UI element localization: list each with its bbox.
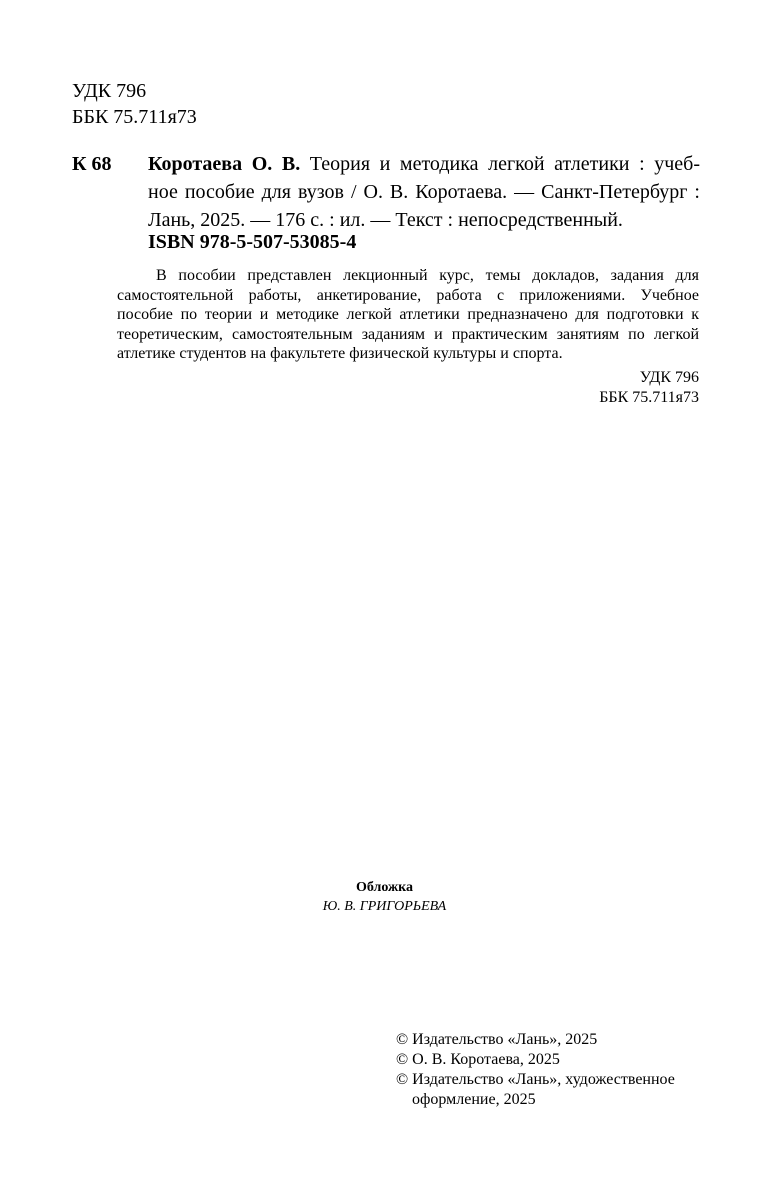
bibliographic-description bbox=[148, 150, 700, 234]
bbk-code: ББК 75.711я73 bbox=[72, 106, 197, 128]
bibliographic-record bbox=[72, 150, 700, 234]
copyright-line: © О. В. Коротаева, 2025 bbox=[396, 1051, 560, 1068]
udk-code: УДК 796 bbox=[72, 80, 147, 102]
annotation bbox=[117, 266, 699, 364]
cover-credit bbox=[0, 878, 769, 916]
bib-line-1: Теория и методика легкой атлетики : учеб- bbox=[309, 153, 701, 175]
author-mark: К 68 bbox=[72, 153, 112, 175]
copyright-line: оформление, 2025 bbox=[412, 1091, 536, 1108]
annotation-line: теоретическим, самостоятельным заданиям и практическим занятиям по легкой bbox=[117, 325, 699, 343]
bbk-code: ББК 75.711я73 bbox=[599, 388, 699, 406]
annotation-line: В пособии представлен лекционный курс, темы докладов, задания для bbox=[156, 267, 699, 284]
cover-designer: Ю. В. ГРИГОРЬЕВА bbox=[322, 899, 447, 914]
annotation-line: пособие по теории и методике легкой атлетики предназначено для подготовки к bbox=[117, 306, 699, 323]
bib-line-3: Лань, 2025. — 176 с. : ил. — Текст : непосредственный. bbox=[148, 209, 623, 231]
udk-code: УДК 796 bbox=[639, 369, 699, 386]
copyright-block bbox=[396, 1030, 675, 1110]
copyright-line: © Издательство «Лань», 2025 bbox=[396, 1031, 598, 1048]
classification-bottom bbox=[500, 368, 699, 407]
annotation-line: самостоятельной работы, анкетирование, работа с приложениями. Учебное bbox=[117, 286, 699, 304]
copyright-line: © Издательство «Лань», художественное bbox=[396, 1071, 675, 1088]
bib-line-2: ное пособие для вузов / О. В. Коротаева. — Санкт-Петербург : bbox=[148, 181, 700, 203]
annotation-line: атлетике студентов на факультете физической культуры и спорта. bbox=[117, 345, 563, 362]
isbn: ISBN 978-5-507-53085-4 bbox=[148, 231, 357, 253]
cover-label: Обложка bbox=[355, 880, 414, 895]
classification-top bbox=[72, 78, 197, 130]
author-name: Коротаева О. В. bbox=[148, 153, 301, 175]
